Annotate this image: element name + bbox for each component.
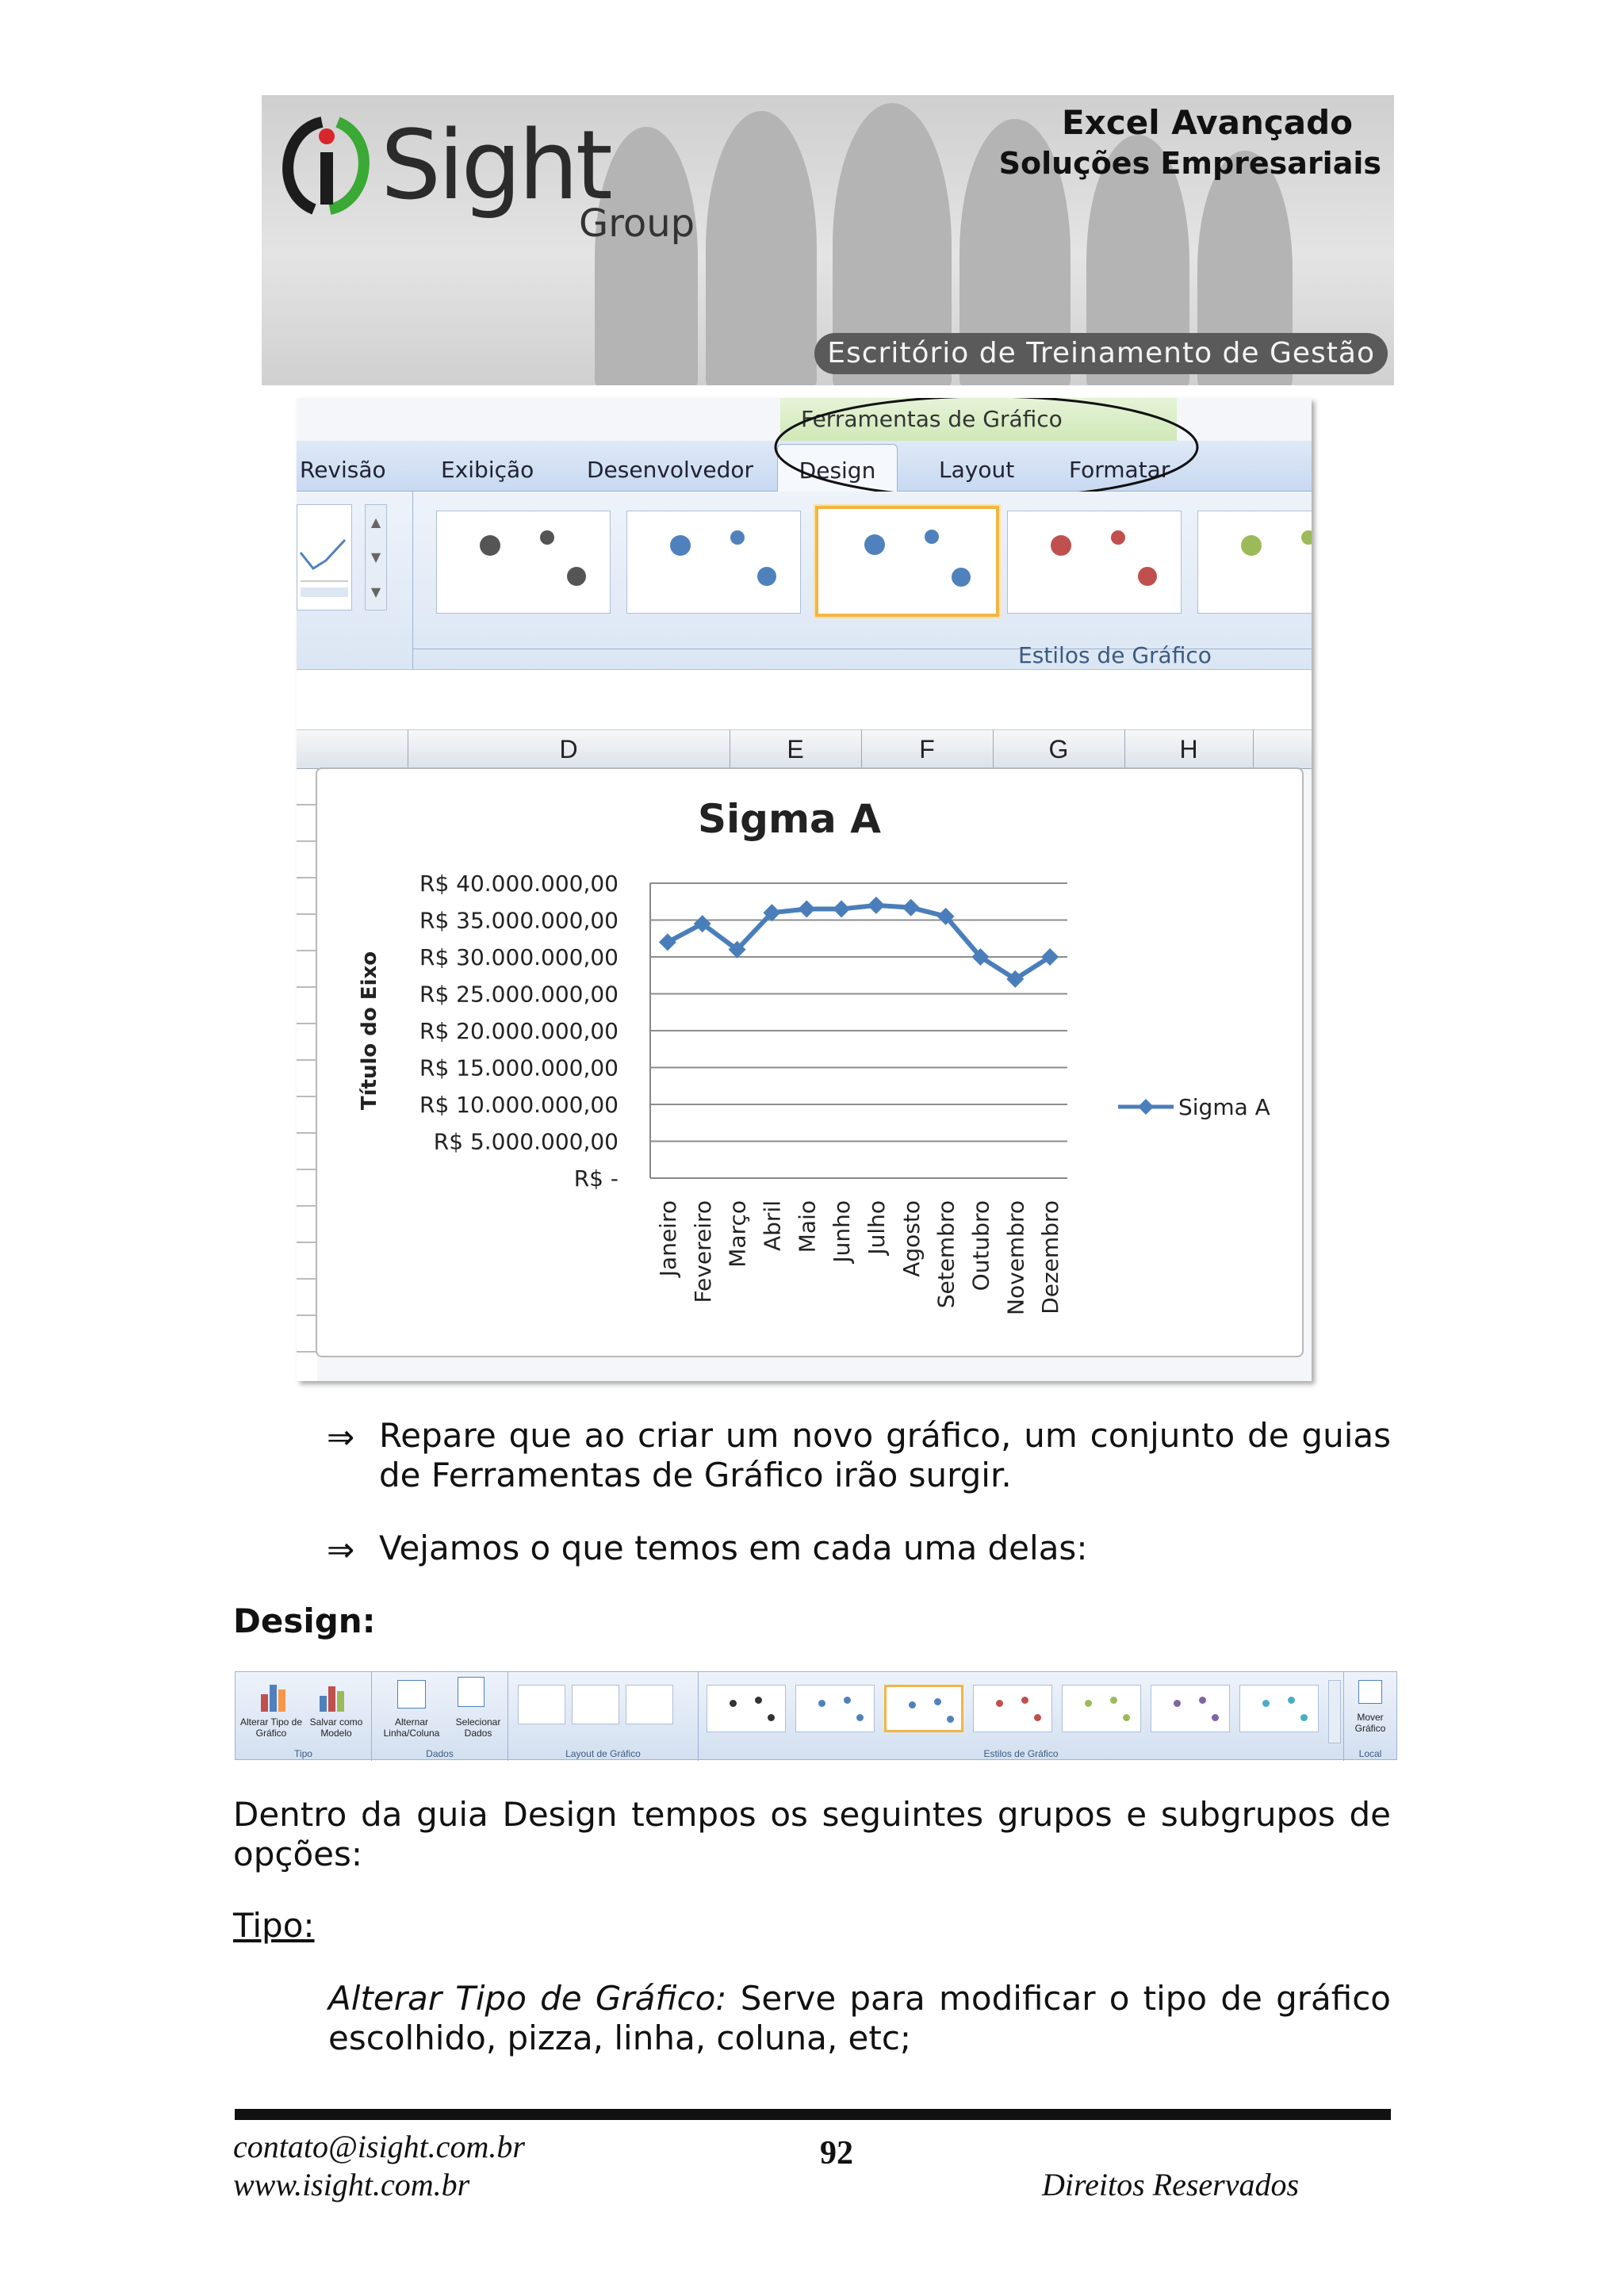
chart-plot bbox=[317, 769, 1302, 1356]
x-tick-label: Janeiro bbox=[654, 1200, 681, 1277]
y-tick-label: R$ 15.000.000,00 bbox=[419, 1054, 619, 1081]
group-label-local: Local bbox=[1358, 1748, 1382, 1759]
header-title: Excel Avançado bbox=[1062, 103, 1353, 142]
tipo-heading: Tipo: bbox=[233, 1906, 315, 1945]
style-dot bbox=[567, 567, 586, 586]
chart-styles-ribbon bbox=[297, 492, 1312, 669]
chart-style-3-selected[interactable] bbox=[815, 506, 999, 617]
data-point bbox=[902, 899, 920, 916]
data-point bbox=[833, 901, 850, 918]
group-estilos bbox=[699, 1672, 1344, 1761]
header-tagline: Escritório de Treinamento de Gestão bbox=[814, 333, 1388, 374]
series-line bbox=[668, 905, 1050, 979]
style-dot bbox=[1241, 535, 1262, 556]
chart-style-5[interactable] bbox=[1197, 511, 1312, 614]
chart-title[interactable]: Sigma A bbox=[698, 796, 881, 842]
header-subtitle: Soluções Empresariais bbox=[998, 146, 1381, 181]
group-layout bbox=[508, 1672, 699, 1761]
y-tick-label: R$ 10.000.000,00 bbox=[419, 1092, 619, 1118]
selecionar-dados-button[interactable]: Selecionar Dados bbox=[455, 1716, 501, 1739]
brand-name: Sight bbox=[381, 111, 610, 221]
x-tick-label: Outubro bbox=[967, 1200, 994, 1292]
tab-formatar[interactable]: Formatar bbox=[1069, 457, 1170, 483]
style-dot bbox=[1301, 530, 1312, 545]
x-tick-label: Maio bbox=[794, 1200, 821, 1253]
y-tick-label: R$ - bbox=[573, 1165, 619, 1192]
style-swatch-7[interactable] bbox=[1239, 1685, 1319, 1732]
style-dot bbox=[480, 535, 500, 556]
data-point bbox=[798, 901, 815, 918]
mover-grafico-button[interactable]: Mover Gráfico bbox=[1354, 1712, 1386, 1734]
chevron-up-icon: ▲ bbox=[370, 515, 381, 530]
x-tick-label: Abril bbox=[759, 1200, 786, 1251]
group-label-estilos-design: Estilos de Gráfico bbox=[983, 1748, 1059, 1759]
x-tick-label: Julho bbox=[863, 1200, 890, 1255]
paragraph-bullet-1: Repare que ao criar um novo gráfico, um conjunto de guias de Ferramentas de Gráfico irão surgir. bbox=[379, 1416, 1391, 1494]
style-dot bbox=[925, 530, 939, 544]
alterar-tipo-button[interactable]: Alterar Tipo de Gráfico bbox=[239, 1716, 303, 1739]
footer-rule bbox=[235, 2109, 1391, 2120]
data-point bbox=[868, 897, 885, 914]
brand-subname: Group bbox=[579, 201, 695, 246]
style-dot bbox=[952, 568, 971, 587]
y-tick-label: R$ 30.000.000,00 bbox=[419, 944, 619, 970]
header-banner bbox=[262, 95, 1394, 385]
style-dot bbox=[1138, 567, 1157, 586]
tab-revisao[interactable]: Revisão bbox=[300, 457, 386, 483]
more-icon: ▼ bbox=[370, 584, 381, 599]
style-swatch-5[interactable] bbox=[1062, 1685, 1141, 1732]
data-point bbox=[659, 933, 676, 951]
sheet-cells bbox=[297, 769, 317, 1381]
style-swatch-2[interactable] bbox=[795, 1685, 875, 1732]
style-dot bbox=[757, 567, 776, 586]
y-tick-label: R$ 25.000.000,00 bbox=[419, 981, 619, 1008]
footer-email[interactable]: contato@isight.com.br bbox=[233, 2129, 525, 2164]
group-dados bbox=[372, 1672, 508, 1761]
salvar-modelo-button[interactable]: Salvar como Modelo bbox=[309, 1716, 363, 1739]
tab-exibicao[interactable]: Exibição bbox=[441, 457, 534, 483]
move-chart-icon bbox=[1358, 1680, 1382, 1704]
paragraph-design: Dentro da guia Design tempos os seguintes grupos e subgrupos de opções: bbox=[233, 1795, 1391, 1873]
group-label-dados: Dados bbox=[426, 1748, 454, 1759]
layout-option-1[interactable] bbox=[518, 1685, 565, 1724]
tab-desenvolvedor[interactable]: Desenvolvedor bbox=[587, 457, 754, 483]
style-dot bbox=[864, 534, 885, 555]
group-local bbox=[1344, 1672, 1396, 1761]
group-label-estilos: Estilos de Gráfico bbox=[1018, 642, 1212, 668]
tab-design[interactable]: Design bbox=[777, 444, 898, 492]
gallery-scroll[interactable] bbox=[365, 504, 387, 610]
style-swatch-6[interactable] bbox=[1151, 1685, 1230, 1732]
select-data-icon bbox=[458, 1677, 485, 1707]
layout-option-2[interactable] bbox=[572, 1685, 619, 1724]
style-dot bbox=[1111, 530, 1125, 545]
group-tipo bbox=[236, 1672, 372, 1761]
chart-style-2[interactable] bbox=[626, 511, 801, 614]
tab-layout[interactable]: Layout bbox=[939, 457, 1015, 483]
column-header-f[interactable]: F bbox=[919, 735, 935, 763]
column-header-h[interactable]: H bbox=[1179, 735, 1198, 763]
column-header-g[interactable]: G bbox=[1048, 735, 1069, 763]
formula-area bbox=[297, 669, 1312, 729]
y-axis-title: Título do Eixo bbox=[358, 951, 381, 1111]
arrow-bullet-2: ⇒ bbox=[327, 1530, 355, 1569]
line-chart-icon bbox=[297, 505, 351, 608]
chart-style-1[interactable] bbox=[436, 511, 611, 614]
chart-area[interactable] bbox=[316, 767, 1304, 1357]
style-swatch-1[interactable] bbox=[707, 1685, 786, 1732]
arrow-bullet-1: ⇒ bbox=[327, 1418, 355, 1456]
context-tab-label: Ferramentas de Gráfico bbox=[780, 398, 1177, 442]
x-tick-label: Setembro bbox=[933, 1200, 959, 1309]
column-header-e[interactable]: E bbox=[787, 735, 804, 763]
y-tick-label: R$ 35.000.000,00 bbox=[419, 907, 619, 934]
save-template-icon bbox=[318, 1680, 347, 1712]
column-headers bbox=[297, 729, 1312, 769]
layout-thumbnail[interactable] bbox=[297, 504, 352, 610]
footer-rights: Direitos Reservados bbox=[1042, 2167, 1300, 2202]
isight-logo-icon bbox=[266, 106, 385, 225]
alterar-tipo-description: Serve para modificar o tipo de gráfico escolhido, pizza, linha, coluna, etc; bbox=[328, 1979, 1391, 2057]
x-tick-label: Fevereiro bbox=[689, 1200, 716, 1303]
x-tick-label: Agosto bbox=[898, 1200, 925, 1277]
style-dot bbox=[1051, 535, 1071, 556]
style-dot bbox=[540, 530, 554, 545]
legend-marker bbox=[1138, 1099, 1154, 1115]
excel-screenshot bbox=[297, 398, 1312, 1381]
style-dot bbox=[670, 535, 691, 556]
y-tick-label: R$ 40.000.000,00 bbox=[419, 871, 619, 897]
style-swatch-4[interactable] bbox=[973, 1685, 1052, 1732]
paragraph-bullet-2: Vejamos o que temos em cada uma delas: bbox=[379, 1529, 1088, 1567]
alternar-linha-coluna-button[interactable]: Alternar Linha/Coluna bbox=[383, 1716, 440, 1739]
x-tick-label: Dezembro bbox=[1037, 1200, 1064, 1314]
x-tick-label: Março bbox=[724, 1200, 751, 1268]
switch-row-column-icon bbox=[397, 1680, 426, 1709]
y-tick-label: R$ 20.000.000,00 bbox=[419, 1018, 619, 1044]
alterar-tipo-term: Alterar Tipo de Gráfico: bbox=[328, 1979, 727, 2018]
design-ribbon bbox=[235, 1671, 1397, 1760]
paragraph-alterar-tipo bbox=[328, 1979, 1391, 2058]
y-tick-label: R$ 5.000.000,00 bbox=[433, 1128, 619, 1155]
bar-chart-icon bbox=[259, 1680, 288, 1712]
style-swatch-3-selected[interactable] bbox=[884, 1685, 963, 1732]
gallery-scroll[interactable] bbox=[1328, 1680, 1341, 1743]
group-label-tipo: Tipo bbox=[294, 1748, 312, 1759]
x-tick-label: Junho bbox=[829, 1200, 856, 1263]
style-dot bbox=[730, 530, 745, 545]
chevron-down-icon: ▼ bbox=[370, 549, 381, 564]
x-tick-label: Novembro bbox=[1002, 1200, 1029, 1315]
highlight-ellipse bbox=[772, 398, 1201, 506]
group-label-layout: Layout de Gráfico bbox=[565, 1748, 641, 1759]
layout-option-3[interactable] bbox=[626, 1685, 673, 1724]
page-number: 92 bbox=[820, 2135, 853, 2172]
design-heading: Design: bbox=[233, 1601, 376, 1640]
footer-site[interactable]: www.isight.com.br bbox=[233, 2167, 470, 2202]
legend-label: Sigma A bbox=[1178, 1094, 1270, 1120]
chart-style-4[interactable] bbox=[1007, 511, 1182, 614]
column-header-d[interactable]: D bbox=[559, 735, 578, 763]
